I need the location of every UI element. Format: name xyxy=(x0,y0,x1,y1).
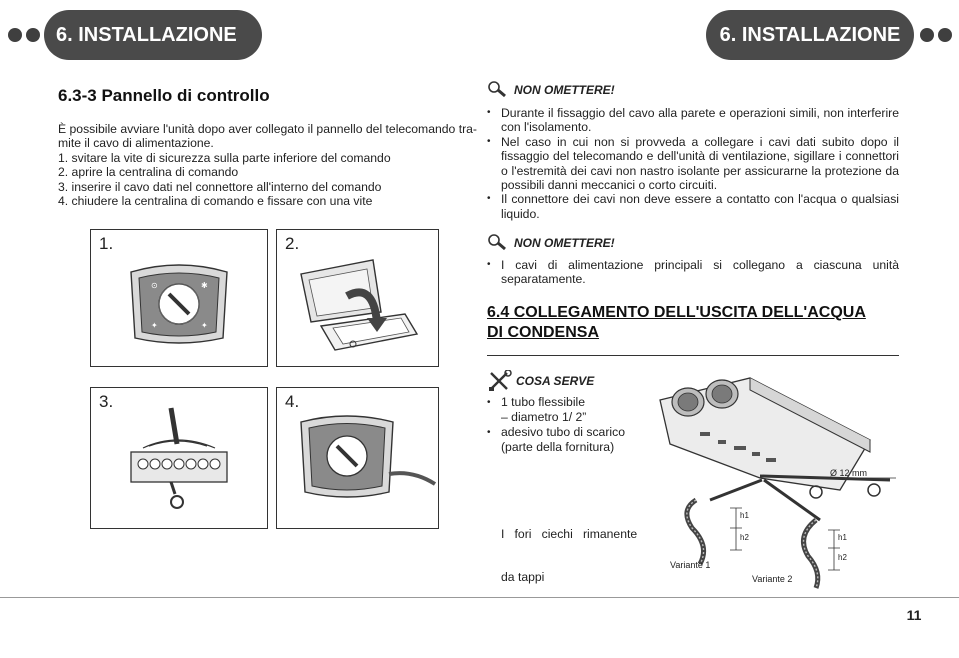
needs-item-1-line-1: • 1 tubo flessibile xyxy=(501,395,586,409)
condensate-drain-diagram xyxy=(640,360,940,592)
h2-label-variant-2: h2 xyxy=(838,553,847,562)
header-title-right: 6. INSTALLAZIONE xyxy=(706,10,914,60)
header-dot-left-2 xyxy=(26,28,40,42)
figure-1-number: 1. xyxy=(99,234,114,253)
figure-3-number: 3. xyxy=(99,392,114,411)
section-title-condensate-line-2: DI CONDENSA xyxy=(487,324,600,341)
needs-item xyxy=(487,425,647,455)
holes-note-line-1: I fori ciechi rimanente xyxy=(501,526,638,541)
magnifier-icon xyxy=(486,80,508,98)
needs-item-2-line-2: (parte della fornitura) xyxy=(501,440,615,454)
terminal-block-illustration xyxy=(91,388,267,528)
control-panel-open-illustration xyxy=(277,230,438,366)
intro-line-1: È possibile avviare l'unità dopo aver collegato il pannello del telecomando tra- xyxy=(58,122,477,136)
figure-4-number: 4. xyxy=(285,392,300,411)
variant-1-label: Variante 1 xyxy=(670,560,711,570)
figure-1 xyxy=(90,229,268,367)
svg-text:⊙: ⊙ xyxy=(151,281,158,290)
h2-label-variant-1: h2 xyxy=(740,533,749,542)
magnifier-icon xyxy=(486,233,508,251)
warning-item: • I cavi di alimentazione principali si collegano a ciascuna unità separatamente. xyxy=(487,258,899,287)
section-title-control-panel: 6.3-3 Pannello di controllo xyxy=(58,86,270,105)
figure-3 xyxy=(90,387,268,529)
control-panel-closed-illustration xyxy=(91,230,267,366)
figure-2 xyxy=(276,229,439,367)
warning-item: • Nel caso in cui non si provveda a collegare i cavi dati subito dopo il fissaggio del telecomando e dell'unità di ventilazione, sigillare i connettori o l'estremità dei cavi non nastro isolante per assicurarne la protezione da possibili danni meccanici o corto circuiti. xyxy=(487,135,899,193)
header-dot-right-1 xyxy=(920,28,934,42)
header-title-left: 6. INSTALLAZIONE xyxy=(44,10,262,60)
page-number-tab xyxy=(888,603,940,627)
warning-item: • Durante il fissaggio del cavo alla parete e operazioni simili, non interferire con l'isolamento. xyxy=(487,106,899,135)
section-rule xyxy=(487,355,899,356)
svg-text:✱: ✱ xyxy=(201,281,208,290)
steps-list xyxy=(58,151,478,209)
footer-rule xyxy=(0,597,959,598)
header-dot-right-2 xyxy=(938,28,952,42)
step-item: 4. chiudere la centralina di comando e fissare con una vite xyxy=(58,194,373,209)
step-item: 1. svitare la vite di sicurezza sulla parte inferiore del comando xyxy=(58,151,391,165)
step-item: 3. inserire il cavo dati nel connettore all'interno del comando xyxy=(58,179,382,194)
needs-item-2-line-1: • adesivo tubo di scarico xyxy=(501,425,625,439)
warning-list-2 xyxy=(487,258,899,287)
header-dot-left-1 xyxy=(8,28,22,42)
tools-icon xyxy=(488,370,512,392)
step-item: 2. aprire la centralina di comando xyxy=(58,165,239,180)
section-title-condensate-line-1: 6.4 COLLEGAMENTO DELL'USCITA DELL'ACQUA xyxy=(487,304,866,321)
warning-title-2: NON OMETTERE! xyxy=(514,236,615,250)
variant-2-label: Variante 2 xyxy=(752,574,793,584)
warning-item: • Il connettore dei cavi non deve essere a contatto con l'acqua o qualsiasi liquido. xyxy=(487,192,899,221)
svg-text:✦: ✦ xyxy=(151,321,158,330)
needs-item xyxy=(487,395,647,425)
control-panel-cabled-illustration xyxy=(277,388,438,528)
needs-list xyxy=(487,395,647,455)
page-number: 11 xyxy=(906,607,922,623)
section-title-condensate xyxy=(487,303,866,343)
intro-text xyxy=(58,122,478,151)
needs-item-1-line-2: – diametro 1/ 2” xyxy=(501,410,587,424)
needs-title: COSA SERVE xyxy=(516,374,595,388)
holes-note-line-2: da tappi xyxy=(501,570,545,585)
diameter-label: Ø 12 mm xyxy=(830,468,868,478)
warning-list-1 xyxy=(487,106,899,221)
svg-text:✦: ✦ xyxy=(201,321,208,330)
figure-2-number: 2. xyxy=(285,234,300,253)
warning-title-1: NON OMETTERE! xyxy=(514,83,615,97)
h1-label-variant-2: h1 xyxy=(838,533,847,542)
intro-line-2: mite il cavo di alimentazione. xyxy=(58,136,214,151)
h1-label-variant-1: h1 xyxy=(740,511,749,520)
figure-4 xyxy=(276,387,439,529)
holes-note xyxy=(501,498,641,599)
